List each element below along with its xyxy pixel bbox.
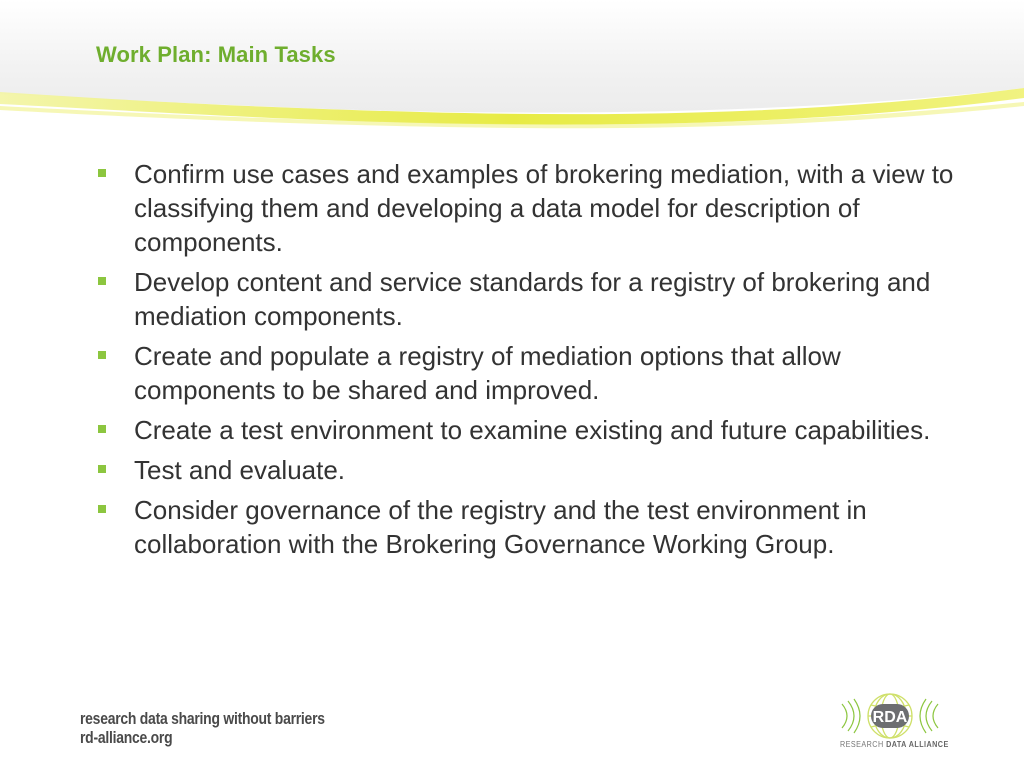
list-item <box>96 339 966 407</box>
list-item-text: Create and populate a registry of mediation options that allow components to be shared and improved. <box>134 341 841 405</box>
list-item-text: Test and evaluate. <box>134 455 346 485</box>
logo-caption <box>840 740 949 749</box>
square-bullet-icon <box>98 169 106 177</box>
list-item-text: Consider governance of the registry and the test environment in collaboration with the Brokering Governance Working Group. <box>134 495 867 559</box>
list-item-text: Create a test environment to examine existing and future capabilities. <box>134 415 931 445</box>
tagline-text: research data sharing without barriers <box>80 709 325 728</box>
list-item <box>96 157 966 259</box>
logo-caption-prefix: RESEARCH <box>840 740 884 749</box>
list-item <box>96 265 966 333</box>
square-bullet-icon <box>98 465 106 473</box>
square-bullet-icon <box>98 277 106 285</box>
list-item-text: Confirm use cases and examples of brokering mediation, with a view to classifying them and developing a data model for description of components. <box>134 159 954 257</box>
list-item <box>96 493 966 561</box>
slide-title: Work Plan: Main Tasks <box>96 42 336 67</box>
footer-tagline <box>80 709 325 747</box>
square-bullet-icon <box>98 505 106 513</box>
list-item <box>96 413 966 447</box>
square-bullet-icon <box>98 351 106 359</box>
task-list <box>96 157 966 567</box>
site-url: rd-alliance.org <box>80 728 173 747</box>
logo-text: RDA <box>872 709 908 726</box>
list-item <box>96 453 966 487</box>
logo-caption-bold: DATA ALLIANCE <box>886 740 949 749</box>
square-bullet-icon <box>98 425 106 433</box>
list-item-text: Develop content and service standards for a registry of brokering and mediation components. <box>134 267 931 331</box>
